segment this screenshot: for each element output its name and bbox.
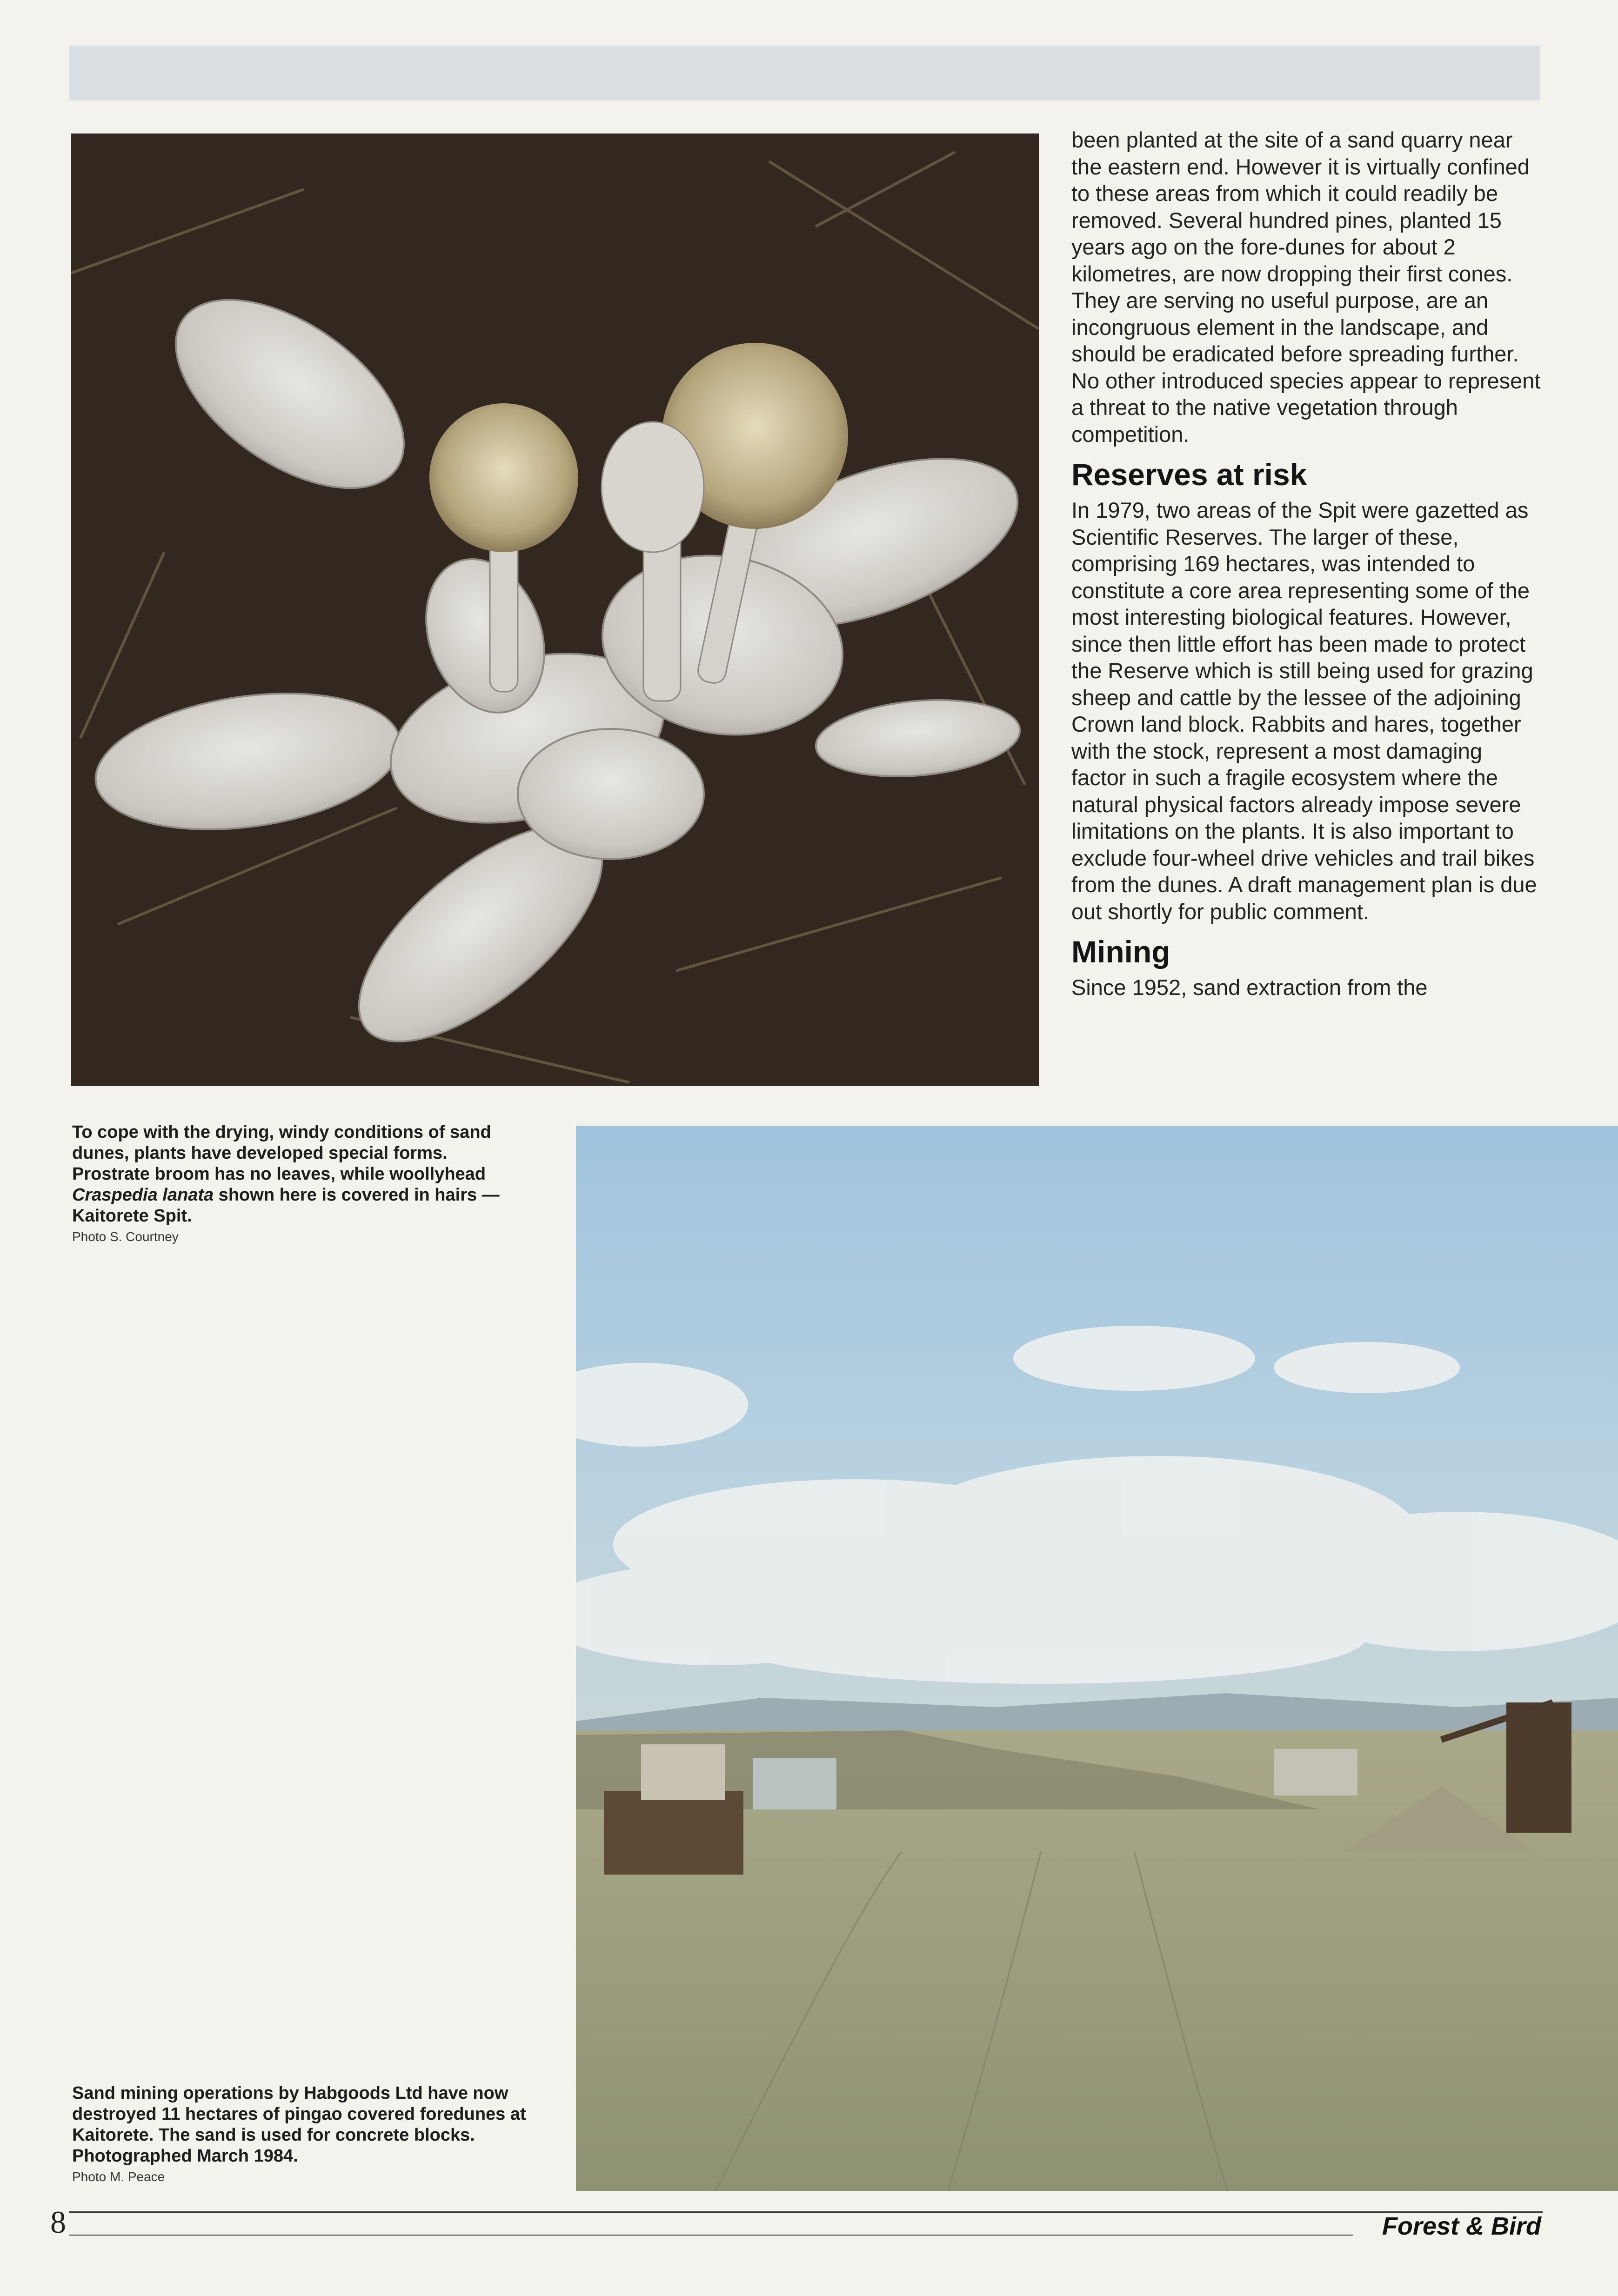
photo-credit-courtney: Photo S. Courtney [72, 1229, 179, 1244]
footer-rule-lower [69, 2235, 1353, 2236]
photo-credit-peace: Photo M. Peace [72, 2169, 165, 2184]
craspedia-photo [71, 133, 1039, 1086]
caption-craspedia [72, 1122, 528, 1246]
sand-mining-photo [576, 1126, 1618, 2191]
masthead-forest-and-bird: Forest & Bird [1382, 2212, 1541, 2240]
page-number: 8 [50, 2204, 66, 2240]
heading-mining: Mining [1071, 934, 1170, 969]
article-right-column [1071, 127, 1541, 1008]
article-paragraph-mining: Since 1952, sand extraction from the [1071, 975, 1428, 1000]
caption-sand-mining [72, 2083, 528, 2186]
article-paragraph-pines: been planted at the site of a sand quarry near the eastern end. However it is virtually confined to these areas from which it could readily be removed. Several hundred pines, planted 15 years ago on the fore-dunes for about 2 kilometres, are now dropping their first cones. They are serving no useful purpose, are an incongruous element in the landscape, and should be eradicated before spreading further. No other introduced species appear to represent a threat to the native vegetation through competition. [1071, 127, 1541, 447]
footer-rule [69, 2211, 1543, 2213]
heading-reserves-at-risk: Reserves at risk [1071, 457, 1307, 492]
caption-sand-mining-text: Sand mining operations by Habgoods Ltd have now destroyed 11 hectares of pingao covered foredunes at Kaitorete. The sand is used for concrete blocks. Photographed March 1984. [72, 2083, 526, 2166]
caption-species-name: Craspedia lanata [72, 1185, 214, 1205]
header-band [69, 46, 1540, 100]
caption-craspedia-text: To cope with the drying, windy conditions of sand dunes, plants have developed special forms. Prostrate broom has no leaves, while woollyhead Craspedia lanata shown here is covered in hairs — Kaitorete Spit. [72, 1122, 500, 1226]
article-paragraph-reserves: In 1979, two areas of the Spit were gazetted as Scientific Reserves. The larger of these, comprising 169 hectares, was intended to constitute a core area representing some of the most interesting biological features. However, since then little effort has been made to protect the Reserve which is still being used for grazing sheep and cattle by the lessee of the adjoining Crown land block. Rabbits and hares, together with the stock, represent a most damaging factor in such a fragile ecosystem where the natural physical factors already impose severe limitations on the plants. It is also important to exclude four-wheel drive vehicles and trail bikes from the dunes. A draft management plan is due out shortly for public comment. [1071, 498, 1537, 924]
